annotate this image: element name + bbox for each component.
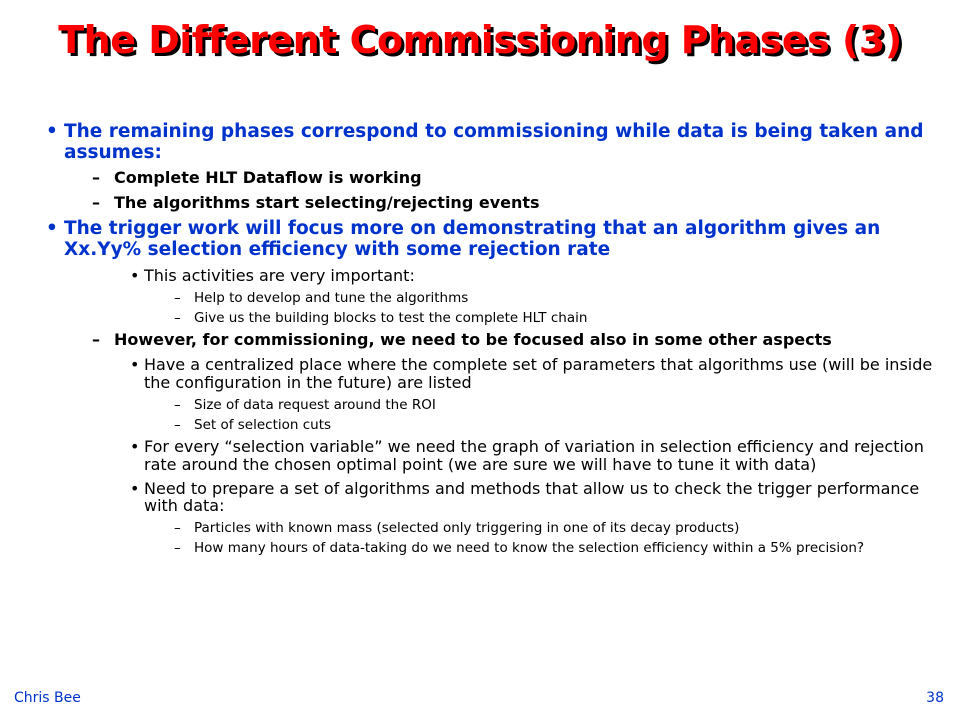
dash-marker: –: [174, 289, 181, 306]
bullet-marker: •: [130, 265, 140, 285]
dash-marker: –: [174, 309, 181, 326]
dash-marker: –: [174, 416, 181, 433]
dash-item: [92, 331, 936, 349]
dash-text: However, for commissioning, we need to be focused also in some other aspects: [114, 329, 832, 349]
bullet-text: The trigger work will focus more on demonstrating that an algorithm gives an Xx.Yy% selection efficiency with some rejection rate: [64, 218, 881, 260]
dash-item: [174, 521, 936, 536]
dash-item: [174, 311, 936, 326]
dash-marker: –: [174, 520, 181, 537]
bullet-item: [46, 122, 936, 163]
footer-author: Chris Bee: [14, 690, 81, 706]
bullet-marker: •: [46, 218, 58, 240]
dash-marker: –: [174, 396, 181, 413]
dash-marker: –: [92, 329, 100, 349]
dash-item: [174, 541, 936, 556]
bullet-item: [130, 267, 936, 285]
dash-text: Size of data request around the ROI: [194, 396, 436, 413]
dash-text: How many hours of data-taking do we need to know the selection efficiency within a 5% precision?: [194, 540, 865, 557]
dash-text: The algorithms start selecting/rejecting events: [114, 193, 540, 213]
bullet-item: [130, 480, 936, 516]
dash-item: [174, 418, 936, 433]
bullet-marker: •: [130, 478, 140, 498]
dash-item: [92, 194, 936, 212]
bullet-marker: •: [130, 436, 140, 456]
bullet-marker: •: [130, 354, 140, 374]
bullet-text: The remaining phases correspond to commissioning while data is being taken and assumes:: [64, 121, 924, 163]
dash-marker: –: [92, 168, 100, 188]
dash-item: [174, 398, 936, 413]
dash-text: Give us the building blocks to test the complete HLT chain: [194, 309, 588, 326]
bullet-marker: •: [46, 121, 58, 142]
bullet-text: This activities are very important:: [144, 265, 415, 285]
bullet-text: Have a centralized place where the complete set of parameters that algorithms use (will be inside the configuration in the future) are listed: [144, 354, 933, 392]
dash-text: Set of selection cuts: [194, 416, 332, 433]
bullet-item: [130, 356, 936, 392]
dash-marker: –: [174, 540, 181, 557]
bullet-item: [130, 438, 936, 474]
bullet-text: For every “selection variable” we need the graph of variation in selection efficiency and rejection rate around the chosen optimal point (we are sure we will have to tune it with data): [144, 436, 924, 474]
dash-text: Help to develop and tune the algorithms: [194, 289, 469, 306]
dash-text: Particles with known mass (selected only triggering in one of its decay products): [194, 520, 740, 537]
slide-title: The Different Commissioning Phases (3): [58, 18, 902, 62]
bullet-text: Need to prepare a set of algorithms and methods that allow us to check the trigger performance with data:: [144, 478, 920, 516]
dash-item: [92, 169, 936, 187]
dash-item: [174, 291, 936, 306]
page-number: 38: [926, 690, 944, 706]
dash-text: Complete HLT Dataflow is working: [114, 168, 422, 188]
dash-marker: –: [92, 193, 100, 213]
slide-body: [46, 122, 936, 562]
bullet-item: [46, 219, 936, 260]
